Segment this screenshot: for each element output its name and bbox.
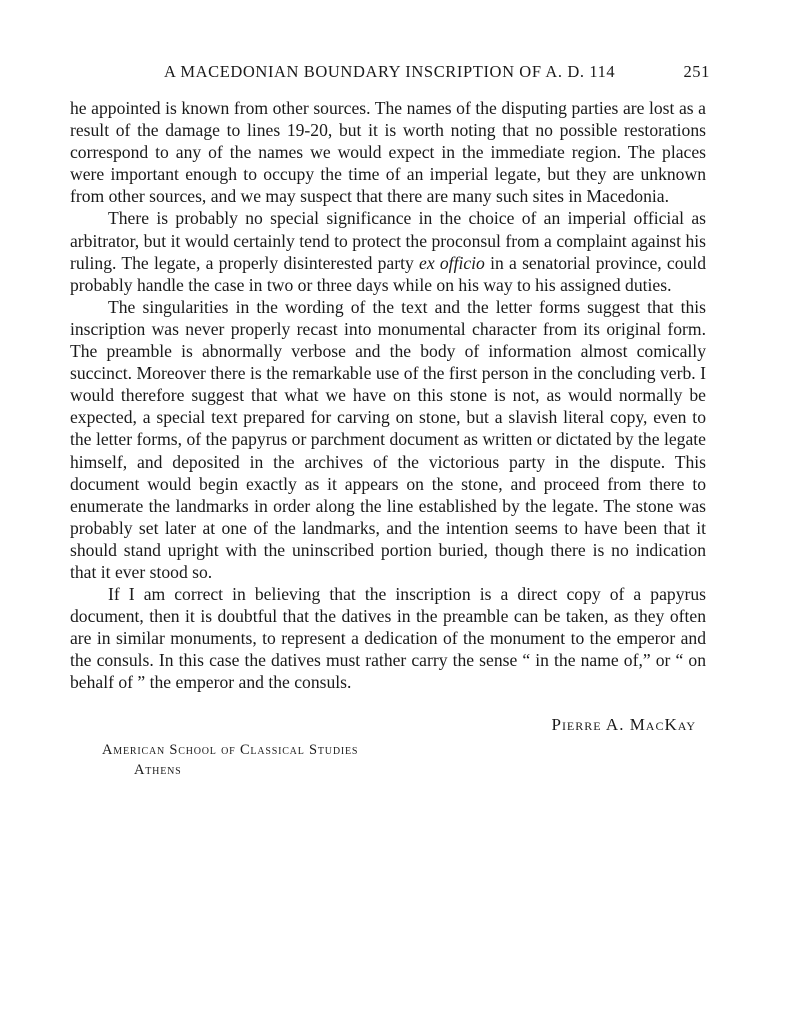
paragraph-text: in a senatorial province, could probably handle the case in two or three days while on his way to his assigned duties. [70, 252, 706, 295]
article-body [70, 97, 706, 694]
page-header [70, 62, 710, 86]
paragraph-text: If I am correct in believing that the inscription is a direct copy of a papyrus document, then it is doubtful that the datives in the preamble can be taken, as they often are in similar monuments, to represent a dedication of the monument to the emperor and the consuls. In this case the datives must rather carry the sense “ in the name of,” or “ on behalf of ” the emperor and the consuls. [70, 584, 706, 693]
city: Athens [134, 762, 182, 778]
author-affiliation [102, 740, 358, 780]
paragraph-4 [70, 583, 706, 693]
page-number: 251 [683, 62, 710, 81]
latin-phrase: ex officio [419, 252, 485, 273]
paragraph-3 [70, 296, 706, 583]
paragraph-text: The singularities in the wording of the text and the letter forms suggest that this inscription was never properly recast into monumental character from its original form. The preamble is abnormally verbose and the body of information almost comically succinct. Moreover there is the remarkable use of the first person in the concluding verb. I would therefore suggest that what we have on this stone is not, as would normally be expected, a special text prepared for carving on stone, but a slavish literal copy, even to the letter forms, of the papyrus or parchment document as written or dictated by the legate himself, and deposited in the archives of the victorious party in the dispute. This document would begin exactly as it appears on the stone, and proceed from there to enumerate the landmarks in order along the line established by the legate. The stone was probably set later at one of the landmarks, and the intention seems to have been that it should stand upright with the uninscribed portion buried, though there is no indication that it ever stood so. [70, 296, 706, 582]
institution: American School of Classical Studies [102, 742, 359, 758]
paragraph-1 [70, 97, 706, 207]
paragraph-text: There is probably no special significance in the choice of an imperial official as arbitrator, but it would certainly tend to protect the proconsul from a complaint against his ruling. The legate, a properly disinterested party [70, 208, 706, 273]
paragraph-text: he appointed is known from other sources. The names of the disputing parties are lost as a result of the damage to lines 19-20, but it is worth noting that no possible restorations correspond to any of the names we would expect in the immediate region. The places were important enough to occupy the time of an imperial legate, but they are unknown from other sources, and we may suspect that there are many such sites in Macedonia. [70, 98, 706, 207]
author-signature: Pierre A. MacKay [551, 715, 696, 734]
paragraph-2 [70, 207, 706, 295]
running-title: A MACEDONIAN BOUNDARY INSCRIPTION OF A. D. 114 [164, 62, 616, 81]
